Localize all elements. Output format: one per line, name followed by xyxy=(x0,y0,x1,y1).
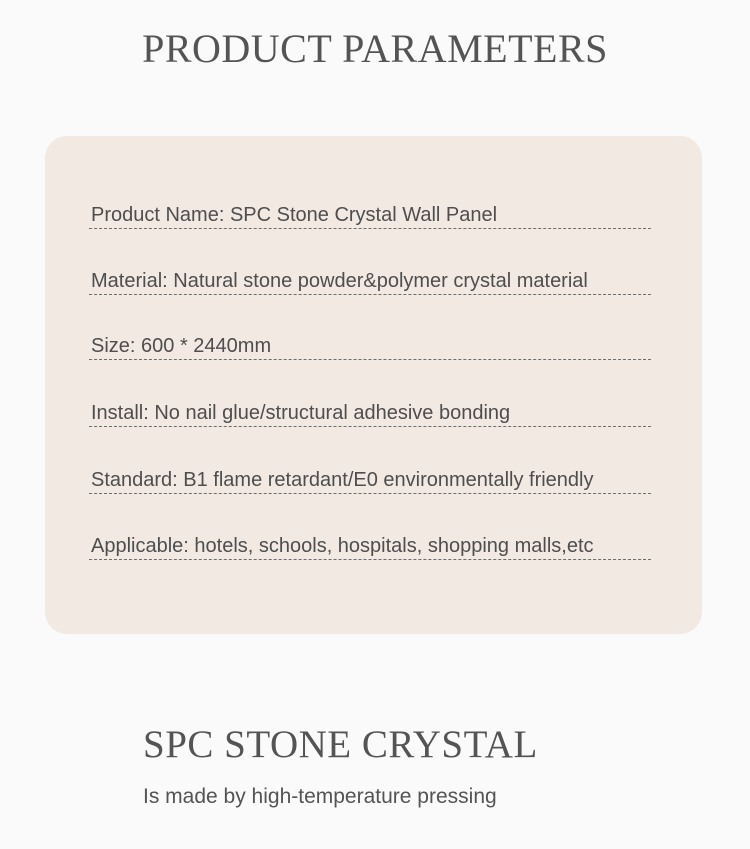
param-row-product-name xyxy=(89,202,651,229)
param-row-size xyxy=(89,333,651,360)
parameters-card xyxy=(45,136,702,634)
param-row-text: Install: No nail glue/structural adhesive bonding xyxy=(91,402,511,424)
param-row-material xyxy=(89,268,651,295)
param-row-applicable xyxy=(89,533,651,560)
param-row-install xyxy=(89,400,651,427)
spc-stone-crystal-title: SPC STONE CRYSTAL xyxy=(143,723,538,766)
param-row-text: Size: 600 * 2440mm xyxy=(91,335,272,357)
param-row-text: Product Name: SPC Stone Crystal Wall Panel xyxy=(91,204,498,226)
param-row-text: Applicable: hotels, schools, hospitals, shopping malls,etc xyxy=(91,535,594,557)
param-row-standard xyxy=(89,467,651,494)
param-row-text: Standard: B1 flame retardant/E0 environmentally friendly xyxy=(91,469,594,491)
spc-stone-crystal-description: Is made by high-temperature pressing xyxy=(143,785,497,808)
product-parameters-title: PRODUCT PARAMETERS xyxy=(142,26,608,71)
param-row-text: Material: Natural stone powder&polymer crystal material xyxy=(91,270,588,292)
